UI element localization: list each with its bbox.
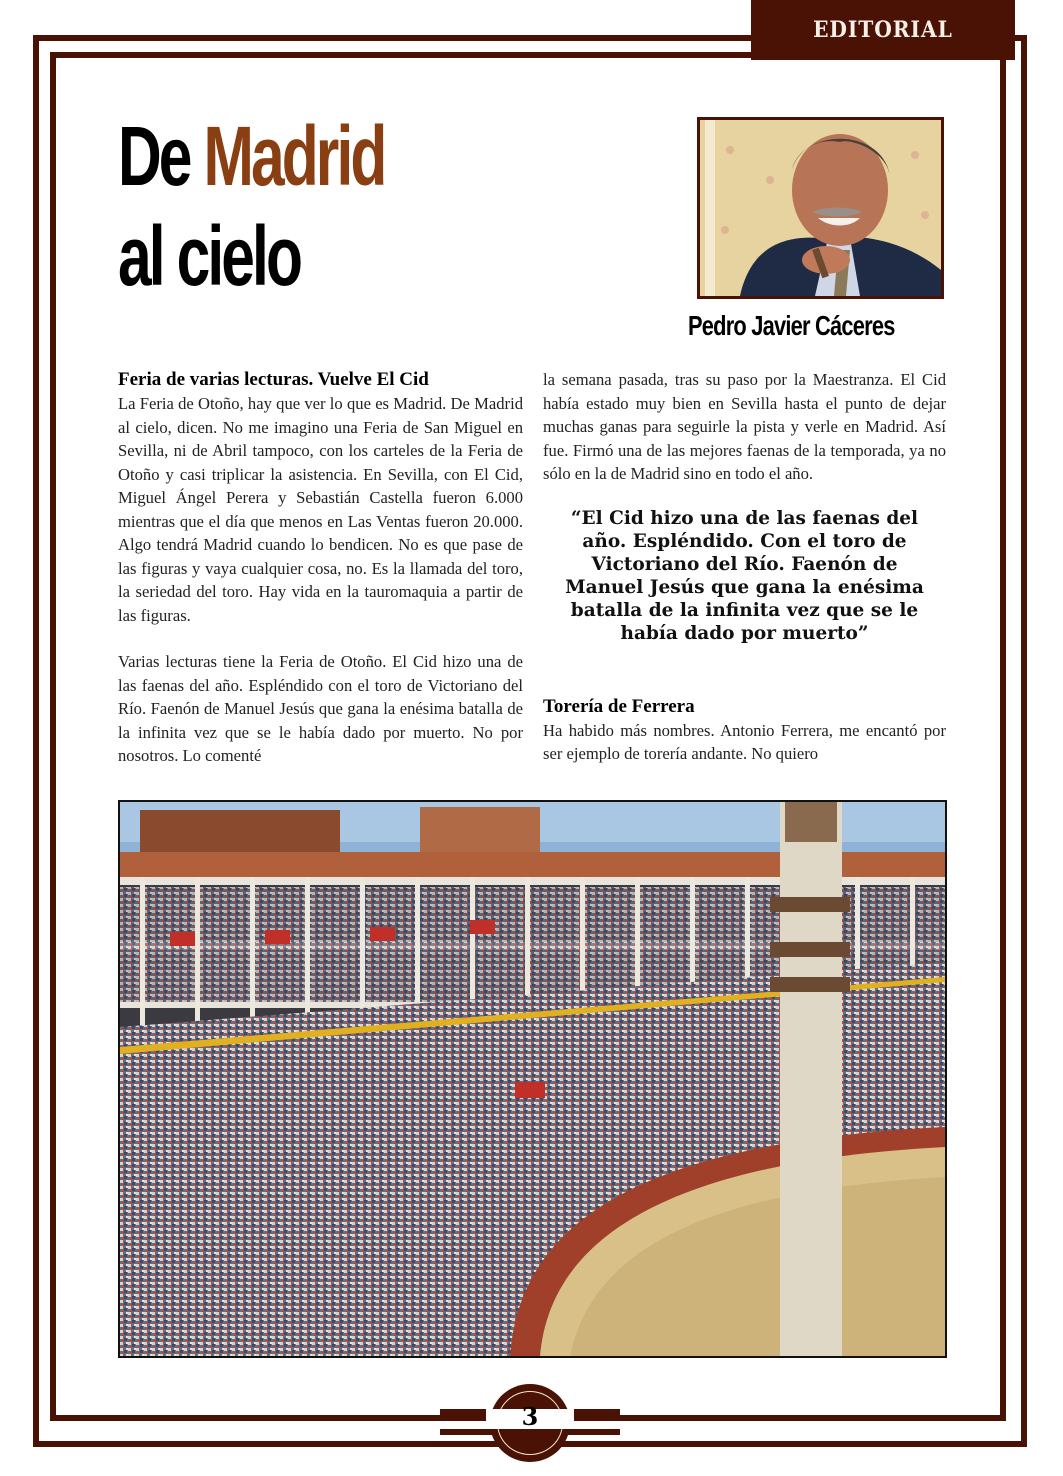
author-portrait-image bbox=[700, 120, 941, 296]
page-number: 3 bbox=[521, 1402, 539, 1431]
title-line-1 bbox=[118, 106, 384, 206]
section-tab bbox=[751, 0, 1015, 60]
title-prefix: De bbox=[118, 109, 190, 203]
section-label: EDITORIAL bbox=[813, 17, 953, 43]
paragraph: La Feria de Otoño, hay que ver lo que es Madrid. De Madrid al cielo, dicen. No me imagino una Feria de San Miguel en Sevilla, ni de Abril tampoco, con los carteles de la Feria de Otoño y casi triplicar la asistencia. En Sevilla, con El Cid, Miguel Ángel Perera y Sebastián Castella fueron 6.000 mientras que el día que menos en Las Ventas fueron 20.000. Algo tendrá Madrid cuando lo bendicen. No es que pase de las figuras y vaya cualquier cosa, no. Es la llamada del toro, la seriedad del toro. Hay vida en la tauromaquia a partir de las figuras. bbox=[118, 394, 523, 625]
bullring-image bbox=[120, 802, 945, 1356]
subhead-toreria: Torería de Ferrera bbox=[543, 695, 695, 717]
article-title bbox=[118, 106, 384, 306]
title-line-2: al cielo bbox=[118, 209, 301, 303]
paragraph: Varias lecturas tiene la Feria de Otoño. El Cid hizo una de las faenas del año. Espléndido con el toro de Victoriano del Río. Faenón de Manuel Jesús que gana la enésima batalla de la infinita vez que se le había dado por muerto. No por nosotros. Lo comenté bbox=[118, 652, 523, 765]
author-name: Pedro Javier Cáceres bbox=[688, 310, 895, 341]
right-column bbox=[543, 368, 946, 766]
left-column bbox=[118, 368, 523, 768]
paragraph: la semana pasada, tras su paso por la Maestranza. El Cid había estado muy bien en Sevilla hasta el punto de dejar muchas ganas para seguirle la pista y verle en Madrid. Así fue. Firmó una de las mejores faenas de la temporada, ya no sólo en la de Madrid sino en todo el año. bbox=[543, 370, 946, 483]
title-accent: Madrid bbox=[203, 109, 385, 203]
page-number-badge bbox=[440, 1380, 620, 1460]
author-photo bbox=[697, 117, 944, 299]
subhead-feria: Feria de varias lecturas. Vuelve El Cid bbox=[118, 369, 429, 390]
bullring-photo bbox=[118, 800, 947, 1358]
pull-quote: “El Cid hizo una de las faenas del año. Espléndido. Con el toro de Victoriano del Río. Faenón de Manuel Jesús que gana la enésima batalla de la infinita vez que se le había dado por muerto” bbox=[565, 507, 924, 644]
paragraph: Ha habido más nombres. Antonio Ferrera, me encantó por ser ejemplo de torería andante. No quiero bbox=[543, 720, 946, 763]
